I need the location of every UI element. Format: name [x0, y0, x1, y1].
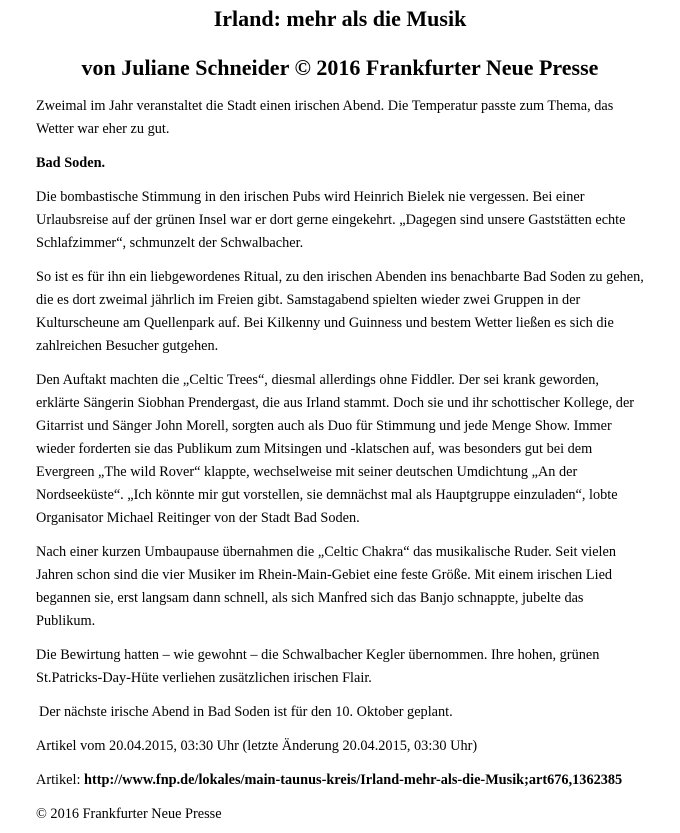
article-lead: Zweimal im Jahr veranstaltet die Stadt einen irischen Abend. Die Temperatur passte zum Thema, das Wetter war eher zu gut.	[36, 98, 614, 137]
article-paragraph-5: Die Bewirtung hatten – wie gewohnt – die Schwalbacher Kegler übernommen. Ihre hohen, grünen St.Patricks-Day-Hüte verliehen zusätzlichen irischen Flair.	[36, 647, 600, 686]
article-paragraph-2: So ist es für ihn ein liebgewordenes Ritual, zu den irischen Abenden ins benachbarte Bad Soden zu gehen, die es dort zweimal jährlich im Freien gibt. Samstagabend spielten wieder zwei Gruppen in der Kulturscheune am Quellenpark auf. Bei Kilkenny und Guinness und bestem Wetter ließen es sich die zahlreichen Besucher gutgehen.	[36, 269, 644, 354]
article-title: Irland: mehr als die Musik	[213, 6, 467, 31]
article-paragraph-1: Die bombastische Stimmung in den irischen Pubs wird Heinrich Bielek nie vergessen. Bei einer Urlaubsreise auf der grünen Insel war er dort gerne eingekehrt. „Dagegen sind unsere Gaststätten echte Schlafzimmer“, schmunzelt der Schwalbacher.	[36, 189, 626, 251]
article-dateline: Artikel vom 20.04.2015, 03:30 Uhr (letzte Änderung 20.04.2015, 03:30 Uhr)	[36, 738, 478, 754]
article-location: Bad Soden.	[36, 155, 106, 171]
article-copyright: © 2016 Frankfurter Neue Presse	[36, 806, 222, 822]
article-paragraph-3: Den Auftakt machten die „Celtic Trees“, diesmal allerdings ohne Fiddler. Der sei krank geworden, erklärte Sängerin Siobhan Prendergast, die aus Irland stammt. Doch sie und ihr schottischer Kollege, der Gitarrist und Sänger John Morell, sorgten auch als Duo für Stimmung und jede Menge Show. Immer wieder forderten sie das Publikum zum Mitsingen und -klatschen auf, was besonders gut bei dem Evergreen „The wild Rover“ klappte, wechselweise mit seiner deutschen Umdichtung „An der Nordseeküste“. „Ich könnte mir gut vorstellen, sie demnächst mal als Hauptgruppe einzuladen“, lobte Organisator Michael Reitinger von der Stadt Bad Soden.	[36, 372, 635, 526]
article-byline: von Juliane Schneider © 2016 Frankfurter Neue Presse	[81, 55, 599, 80]
article-paragraph-4: Nach einer kurzen Umbaupause übernahmen die „Celtic Chakra“ das musikalische Ruder. Seit vielen Jahren schon sind die vier Musiker im Rhein-Main-Gebiet eine feste Größe. Mit einem irischen Lied begannen sie, erst langsam dann schnell, als sich Manfred sich das Banjo schnappte, jubelte das Publikum.	[36, 544, 617, 629]
article-paragraph-6: Der nächste irische Abend in Bad Soden ist für den 10. Oktober geplant.	[39, 704, 453, 720]
article-url-line	[36, 769, 644, 792]
article-url-label: Artikel:	[36, 772, 85, 788]
article-url-link[interactable]: http://www.fnp.de/lokales/main-taunus-kreis/Irland-mehr-als-die-Musik;art676,1362385	[84, 772, 623, 788]
